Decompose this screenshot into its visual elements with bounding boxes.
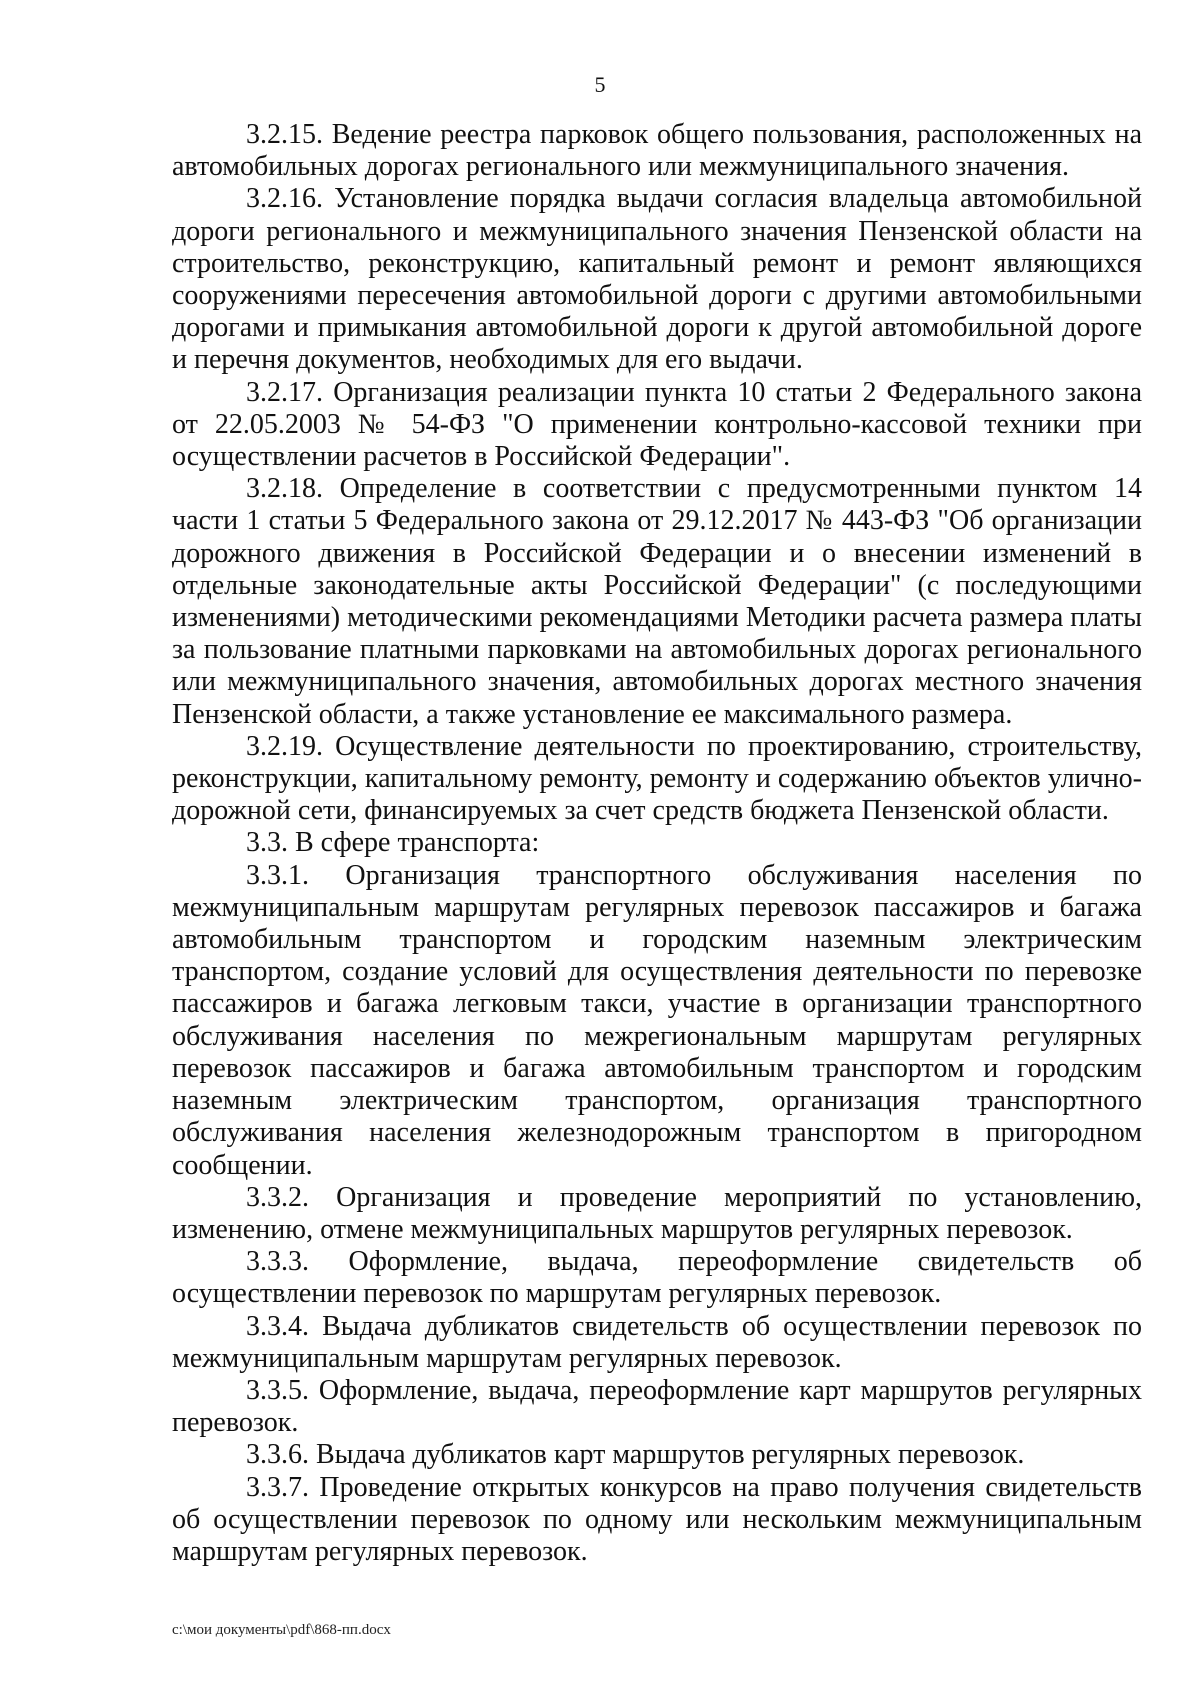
paragraph-3-3-5: 3.3.5. Оформление, выдача, переоформление карт маршрутов регулярных перевозок.	[172, 1374, 1142, 1439]
document-body	[172, 119, 1142, 1568]
paragraph-3-3-3: 3.3.3. Оформление, выдача, переоформление свидетельств об осуществлении перевозок по маршрутам регулярных перевозок.	[172, 1246, 1142, 1310]
paragraph-3-3-7: 3.3.7. Проведение открытых конкурсов на право получения свидетельств об осуществлении перевозок по одному или нескольким межмуниципальным маршрутам регулярных перевозок.	[172, 1471, 1142, 1567]
paragraph-3-3-4: 3.3.4. Выдача дубликатов свидетельств об осуществлении перевозок по межмуниципальным маршрутам регулярных перевозок.	[172, 1310, 1142, 1374]
paragraph-3-2-16: 3.2.16. Установление порядка выдачи согласия владельца автомобильной дороги регионального и межмуниципального значения Пензенской области на строительство, реконструкцию, капитальный ремонт и ремонт являющихся сооружениями пересечения автомобильной дороги с другими автомобильными дорогами и примыкания автомобильной дороги к другой автомобильной дороге и перечня документов, необходимых для его выдачи.	[172, 183, 1142, 376]
paragraph-3-2-19: 3.2.19. Осуществление деятельности по проектированию, строительству, реконструкции, капитальному ремонту, ремонту и содержанию объектов улично-дорожной сети, финансируемых за счет средств бюджета Пензенской области.	[172, 730, 1142, 827]
section-heading-3-3: 3.3. В сфере транспорта:	[246, 827, 540, 859]
page-number: 5	[594, 72, 606, 97]
paragraph-3-3-1: 3.3.1. Организация транспортного обслуживания населения по межмуниципальным маршрутам регулярных перевозок пассажиров и багажа автомобильным транспортом и городским наземным электрическим транспортом, создание условий для осуществления деятельности по перевозке пассажиров и багажа легковым такси, участие в организации транспортного обслуживания населения по межрегиональным маршрутам регулярных перевозок пассажиров и багажа автомобильным транспортом и городским наземным электрическим транспортом, организация транспортного обслуживания населения железнодорожным транспортом в пригородном сообщении.	[172, 859, 1142, 1181]
footer-file-path: c:\мои документы\pdf\868-пп.docx	[172, 1622, 391, 1638]
paragraph-3-2-17: 3.2.17. Организация реализации пункта 10 статьи 2 Федерального закона от 22.05.2003 № 54-ФЗ "О применении контрольно-кассовой техники при осуществлении расчетов в Российской Федерации".	[172, 376, 1142, 473]
paragraph-3-2-18: 3.2.18. Определение в соответствии с предусмотренными пунктом 14 части 1 статьи 5 Федерального закона от 29.12.2017 № 443-ФЗ "Об организации дорожного движения в Российской Федерации и о внесении изменений в отдельные законодательные акты Российской Федерации" (с последующими изменениями) методическими рекомендациями Методики расчета размера платы за пользование платными парковками на автомобильных дорогах регионального или межмуниципального значения, автомобильных дорогах местного значения Пензенской области, а также установление ее максимального размера.	[172, 473, 1142, 730]
paragraph-3-3-6: 3.3.6. Выдача дубликатов карт маршрутов регулярных перевозок.	[246, 1439, 1025, 1471]
paragraph-3-2-15: 3.2.15. Ведение реестра парковок общего пользования, расположенных на автомобильных дорогах регионального или межмуниципального значения.	[172, 119, 1142, 183]
paragraph-3-3-2: 3.3.2. Организация и проведение мероприятий по установлению, изменению, отмене межмуниципальных маршрутов регулярных перевозок.	[172, 1181, 1142, 1245]
